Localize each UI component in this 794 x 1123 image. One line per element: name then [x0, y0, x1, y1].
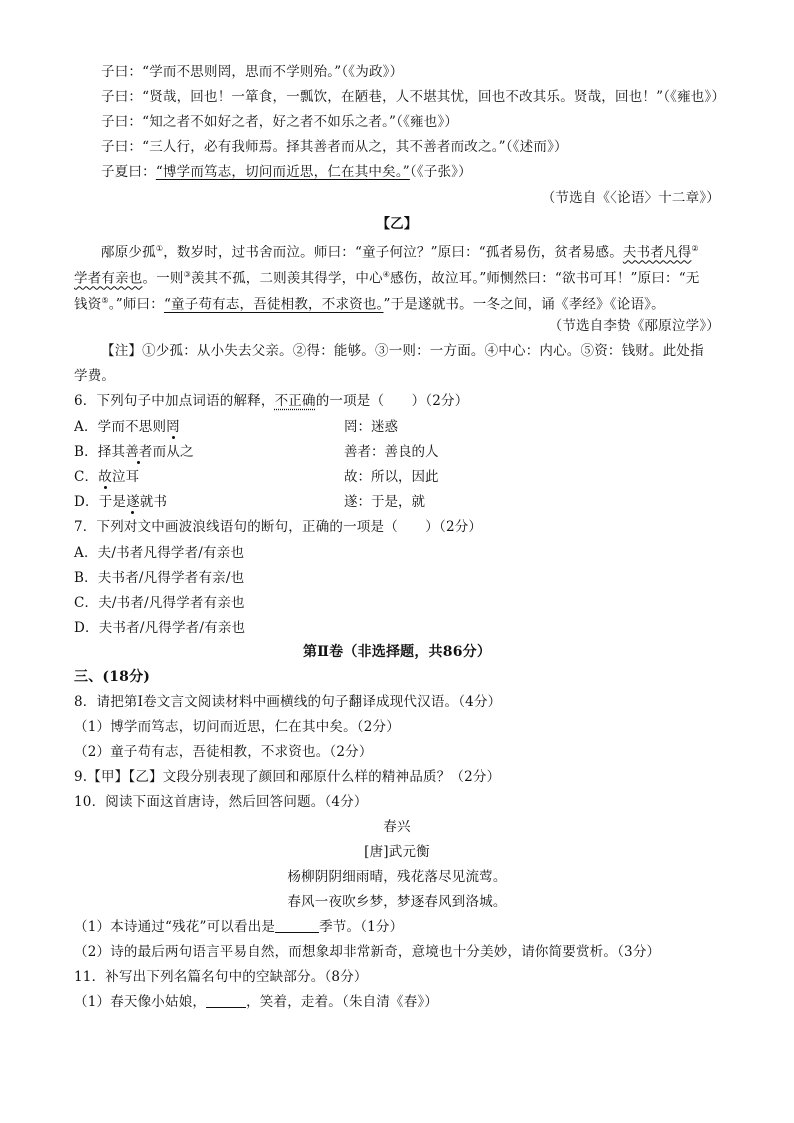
yi-line-1: 邴原少孤①，数岁时，过书舍而泣。师曰：“童子何泣？”原曰：“孤者易伤，贫者易感。夫书者凡得② — [101, 244, 699, 261]
q7-option-d[interactable]: D．夫书者/凡得学者/有亲也 — [74, 620, 246, 636]
jia-line-5: 子夏曰：“博学而笃志，切问而近思，仁在其中矣。”（《子张》） — [101, 164, 472, 180]
q8-stem: 8．请把第Ⅰ卷文言文阅读材料中画横线的句子翻译成现代汉语。（4分） — [74, 694, 502, 710]
answer-blank[interactable] — [206, 993, 246, 1008]
part-3-title: 三、(18分) — [74, 669, 151, 685]
q11-stem: 11．补写出下列名篇名句中的空缺部分。（8分） — [74, 969, 368, 985]
q7-option-b[interactable]: B．夫书者/凡得学者有亲/也 — [74, 570, 245, 586]
q6-option-c[interactable]: C．故泣耳 — [74, 469, 140, 485]
jia-line-4: 子曰：“三人行，必有我师焉。择其善者而从之，其不善者而改之。”（《述而》） — [101, 139, 568, 155]
jia-underlined-sentence: “博学而笃志，切问而近思，仁在其中矣。” — [155, 164, 410, 180]
jia-line-3: 子曰：“知之者不如好之者，好之者不如乐之者。”（《雍也》） — [101, 114, 459, 130]
poem-line-1: 杨柳阴阴细雨晴，残花落尽见流莺。 — [287, 869, 507, 885]
q7-option-c[interactable]: C．夫/书者/凡得学者有亲也 — [74, 595, 245, 611]
q7-option-a[interactable]: A．夫/书者凡得学者/有亲也 — [74, 545, 245, 561]
q10-sub-1: （1）本诗通过“残花”可以看出是 季节。（1分） — [74, 919, 404, 935]
yi-wavy-sentence: 夫书者凡得 — [622, 244, 692, 261]
jia-line-1: 子曰：“学而不思则罔，思而不学则殆。”（《为政》） — [101, 64, 404, 80]
q6-option-b[interactable]: B．择其善者而从之 — [74, 444, 194, 460]
section-2-title: 第Ⅱ卷（非选择题，共86分） — [302, 644, 492, 660]
yi-citation: （节选自李贽《邴原泣学》） — [548, 318, 720, 334]
q6-option-a[interactable]: A．学而不思则罔 — [74, 419, 180, 435]
poem-title: 春兴 — [383, 819, 411, 835]
q6-option-b-meaning: 善者：善良的人 — [344, 444, 439, 460]
q8-sub-1: （1）博学而笃志，切问而近思，仁在其中矣。（2分） — [74, 719, 400, 735]
q7-stem: 7．下列对文中画波浪线语句的断句，正确的一项是（ ）（2分） — [74, 519, 483, 535]
q11-sub-1: （1）春天像小姑娘， ，笑着，走着。（朱自清《春》） — [74, 994, 439, 1010]
jia-line-2: 子曰：“贤哉，回也！一箪食，一瓢饮，在陋巷，人不堪其忧，回也不改其乐。贤哉，回也！”（《雍也》） — [101, 89, 726, 105]
poem-line-2: 春风一夜吹乡梦，梦逐春风到洛城。 — [287, 894, 507, 910]
note-line-2: 学费。 — [74, 368, 116, 384]
yi-line-2: 学者有亲也。一则③羡其不孤，二则羡其得学，中心④感伤，故泣耳。”师恻然曰：“欲书可耳！”原曰：“无 — [74, 270, 700, 287]
q6-dotted-emphasis: 不正确 — [274, 393, 316, 409]
yi-line-3: 钱资⑤。”师曰：“童子苟有志，吾徒相教，不求资也。”于是遂就书。一冬之间，诵《孝经》《论语》。 — [74, 296, 665, 313]
q6-option-c-meaning: 故：所以，因此 — [344, 469, 439, 485]
note-line-1: 【注】①少孤：从小失去父亲。②得：能够。③一则：一方面。④中心：内心。⑤资：钱财。此处指 — [101, 343, 704, 359]
q6-option-a-meaning: 罔：迷惑 — [344, 419, 398, 435]
poem-author: [唐]武元衡 — [364, 844, 430, 860]
q9-stem: 9.【甲】【乙】文段分别表现了颜回和邴原什么样的精神品质？（2分） — [74, 769, 501, 785]
q10-stem: 10．阅读下面这首唐诗，然后回答问题。（4分） — [74, 794, 368, 810]
q6-option-d[interactable]: D．于是遂就书 — [74, 494, 168, 510]
jia-citation: （节选自《〈论语〉十二章》） — [541, 190, 720, 206]
q10-sub-2: （2）诗的最后两句语言平易自然，而想象却非常新奇，意境也十分美妙，请你简要赏析。（3分） — [74, 944, 661, 960]
yi-underlined-sentence: “童子苟有志，吾徒相教，不求资也。 — [163, 296, 384, 313]
q6-stem: 6．下列句子中加点词语的解释，不正确的一项是（ ）（2分） — [74, 393, 469, 409]
q8-sub-2: （2）童子苟有志，吾徒相教，不求资也。（2分） — [74, 744, 373, 760]
yi-heading: 【乙】 — [376, 216, 418, 232]
q6-option-d-meaning: 遂：于是，就 — [344, 494, 425, 510]
answer-blank[interactable] — [275, 918, 319, 933]
